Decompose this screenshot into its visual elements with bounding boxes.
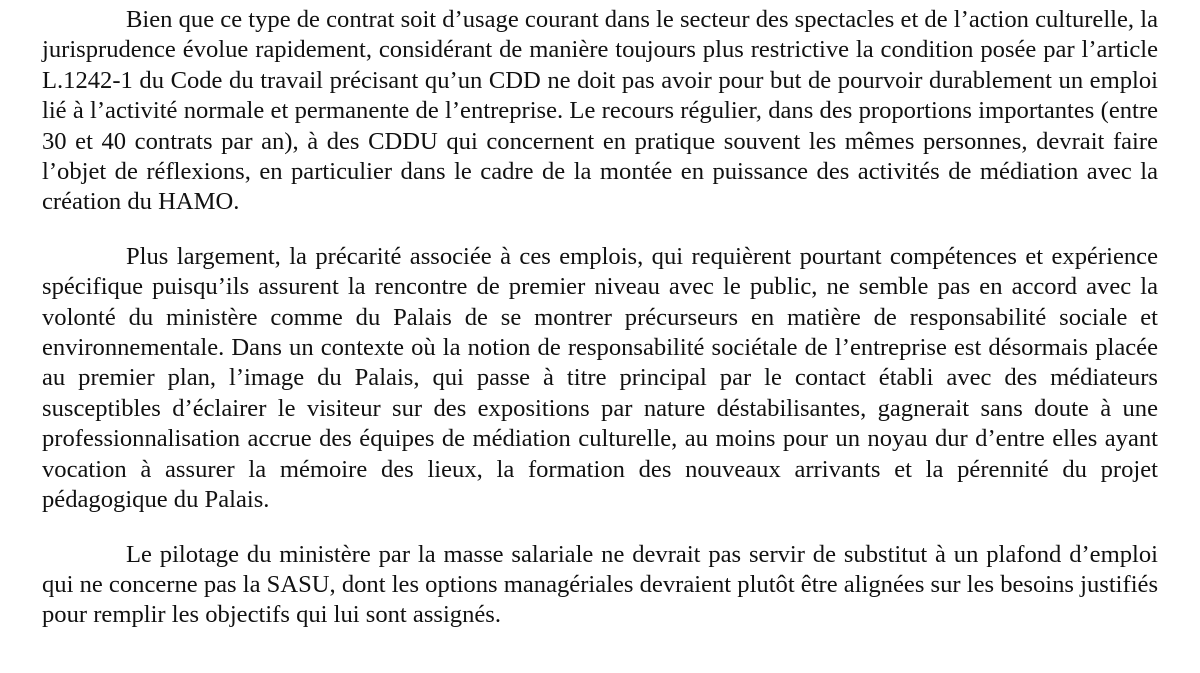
paragraph-payroll-management: Le pilotage du ministère par la masse salariale ne devrait pas servir de substitut à un plafond d’emploi qui ne concerne pas la SASU, dont les options managériales devraient plutôt être alignées sur les besoins justifiés pour remplir les objectifs qui lui sont assignés. xyxy=(42,540,1159,629)
paragraph-cddu-jurisprudence: Bien que ce type de contrat soit d’usage courant dans le secteur des spectacles et de l’action culturelle, la jurisprudence évolue rapidement, considérant de manière toujours plus restrictive la condition posée par l’article L.1242-1 du Code du travail précisant qu’un CDD ne doit pas avoir pour but de pourvoir durablement un emploi lié à l’activité normale et permanente de l’entreprise. Le recours régulier, dans des proportions importantes (entre 30 et 40 contrats par an), à des CDDU qui concernent en pratique souvent les mêmes personnes, devrait faire l’objet de réflexions, en particulier dans le cadre de la montée en puissance des activités de médiation avec la création du HAMO. xyxy=(42,6,1158,216)
paragraph-employment-precarity: Plus largement, la précarité associée à ces emplois, qui requièrent pourtant compétences et expérience spécifique puisqu’ils assurent la rencontre de premier niveau avec le public, ne semble pas en accord avec la volonté du ministère comme du Palais de se montrer précurseurs en matière de responsabilité sociale et environnementale. Dans un contexte où la notion de responsabilité sociétale de l’entreprise est désormais placée au premier plan, l’image du Palais, qui passe à titre principal par le contact établi avec des médiateurs susceptibles d’éclairer le visiteur sur des expositions par nature déstabilisantes, gagnerait sans doute à une professionnalisation accrue des équipes de médiation culturelle, au moins pour un noyau dur d’entre elles ayant vocation à assurer la mémoire des lieux, la formation des nouveaux arrivants et la pérennité du projet pédagogique du Palais. xyxy=(42,242,1158,514)
document-body xyxy=(42,5,1158,631)
